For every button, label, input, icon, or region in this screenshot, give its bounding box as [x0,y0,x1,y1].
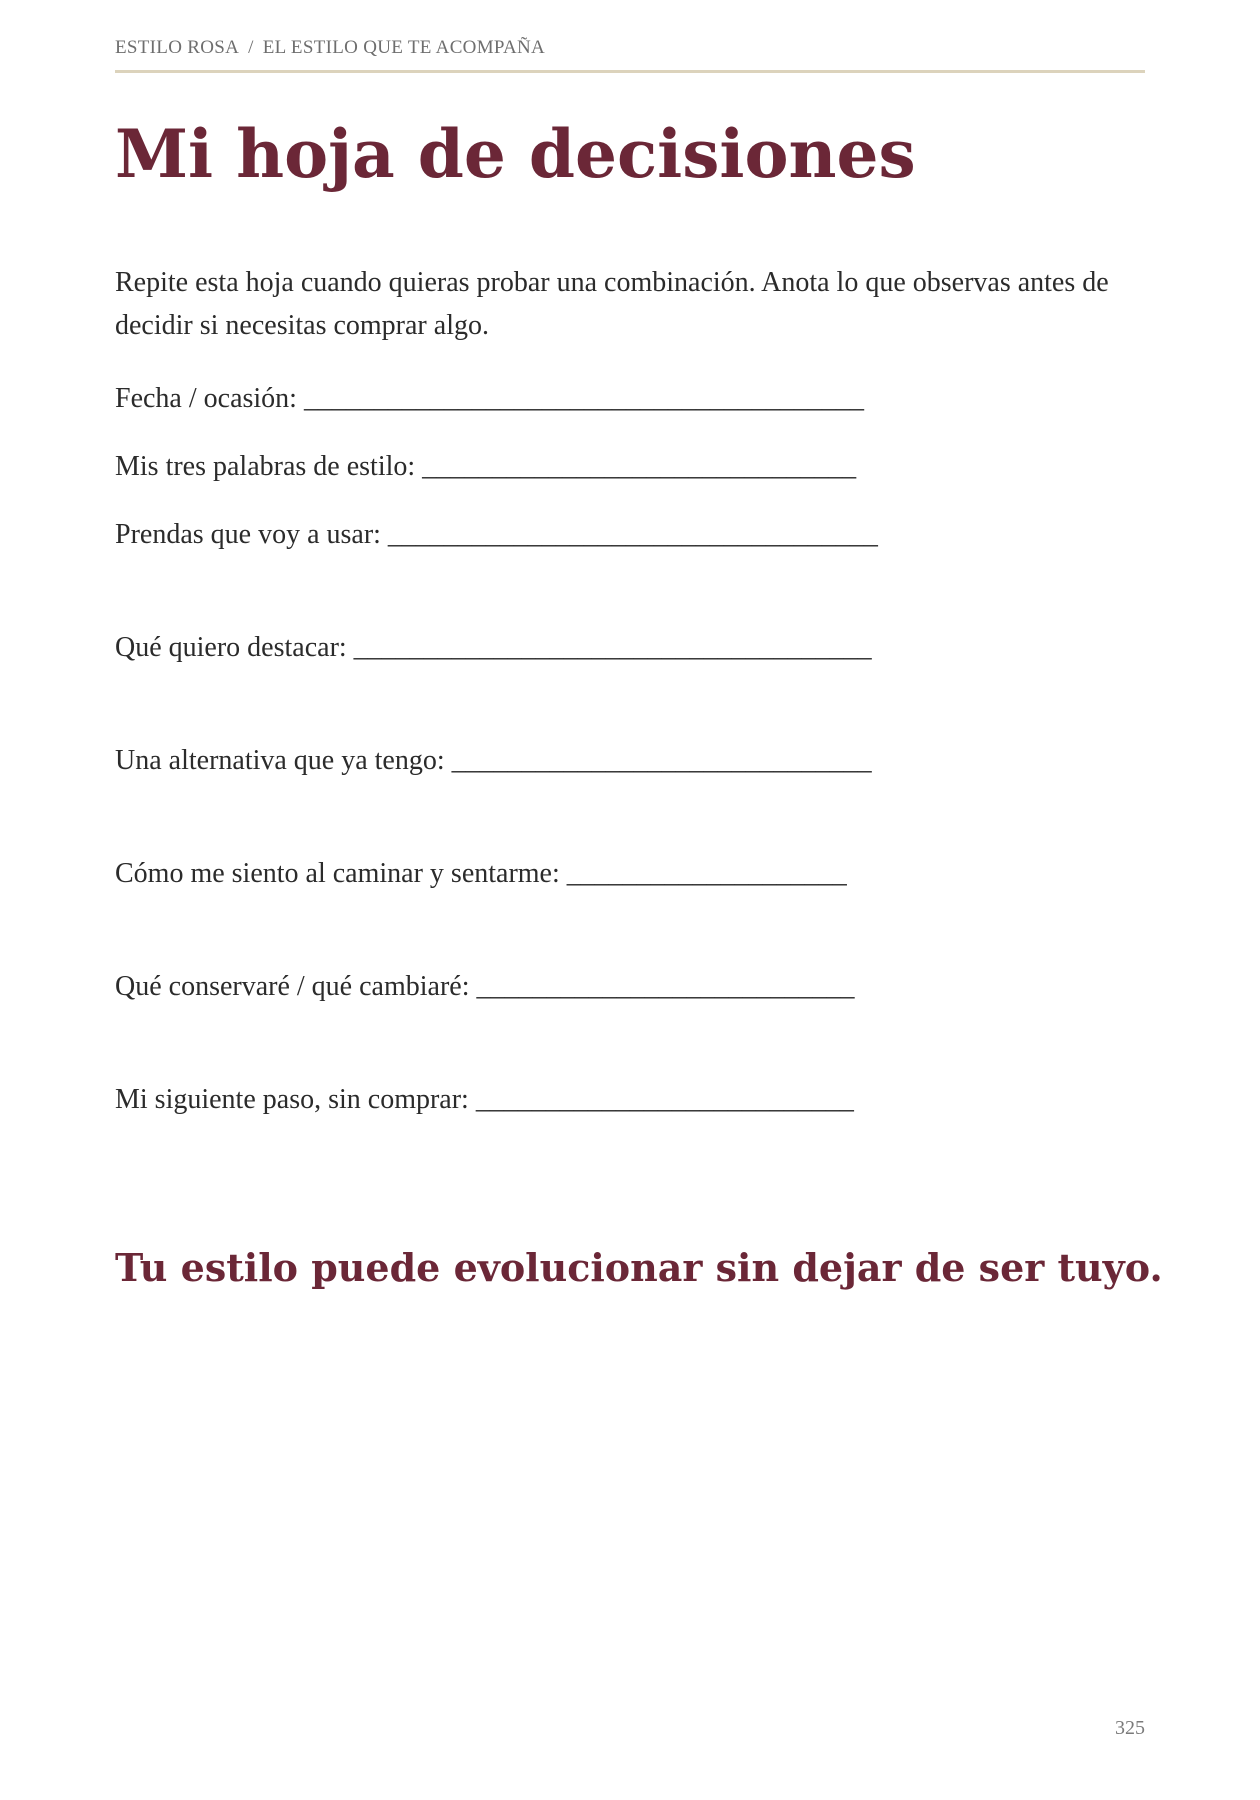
field-palabras-estilo: Mis tres palabras de estilo: _______________________________ [115,451,857,482]
header-book-title: ESTILO ROSA [115,37,240,58]
header-chapter-title: EL ESTILO QUE TE ACOMPAÑA [262,37,546,58]
page-number: 325 [1115,1717,1145,1739]
document-page [115,0,1163,1800]
header-separator: / [248,37,254,58]
field-conservare-cambiare: Qué conservaré / qué cambiaré: ___________________________ [115,971,855,1002]
field-prendas: Prendas que voy a usar: ___________________________________ [115,519,878,550]
closing-statement: Tu estilo puede evolucionar sin dejar de ser tuyo. [115,1245,1163,1290]
page-title: Mi hoja de decisiones [115,115,916,193]
field-fecha-ocasion: Fecha / ocasión: ________________________________________ [115,383,864,414]
field-como-me-siento: Cómo me siento al caminar y sentarme: ____________________ [115,858,847,889]
header-divider [115,70,1145,73]
field-destacar: Qué quiero destacar: _____________________________________ [115,632,872,663]
field-alternativa: Una alternativa que ya tengo: ______________________________ [115,745,872,776]
running-header [115,37,1145,59]
intro-paragraph: Repite esta hoja cuando quieras probar una combinación. Anota lo que observas antes de decidir si necesitas comprar algo. [115,267,1109,341]
field-siguiente-paso: Mi siguiente paso, sin comprar: ___________________________ [115,1084,854,1115]
